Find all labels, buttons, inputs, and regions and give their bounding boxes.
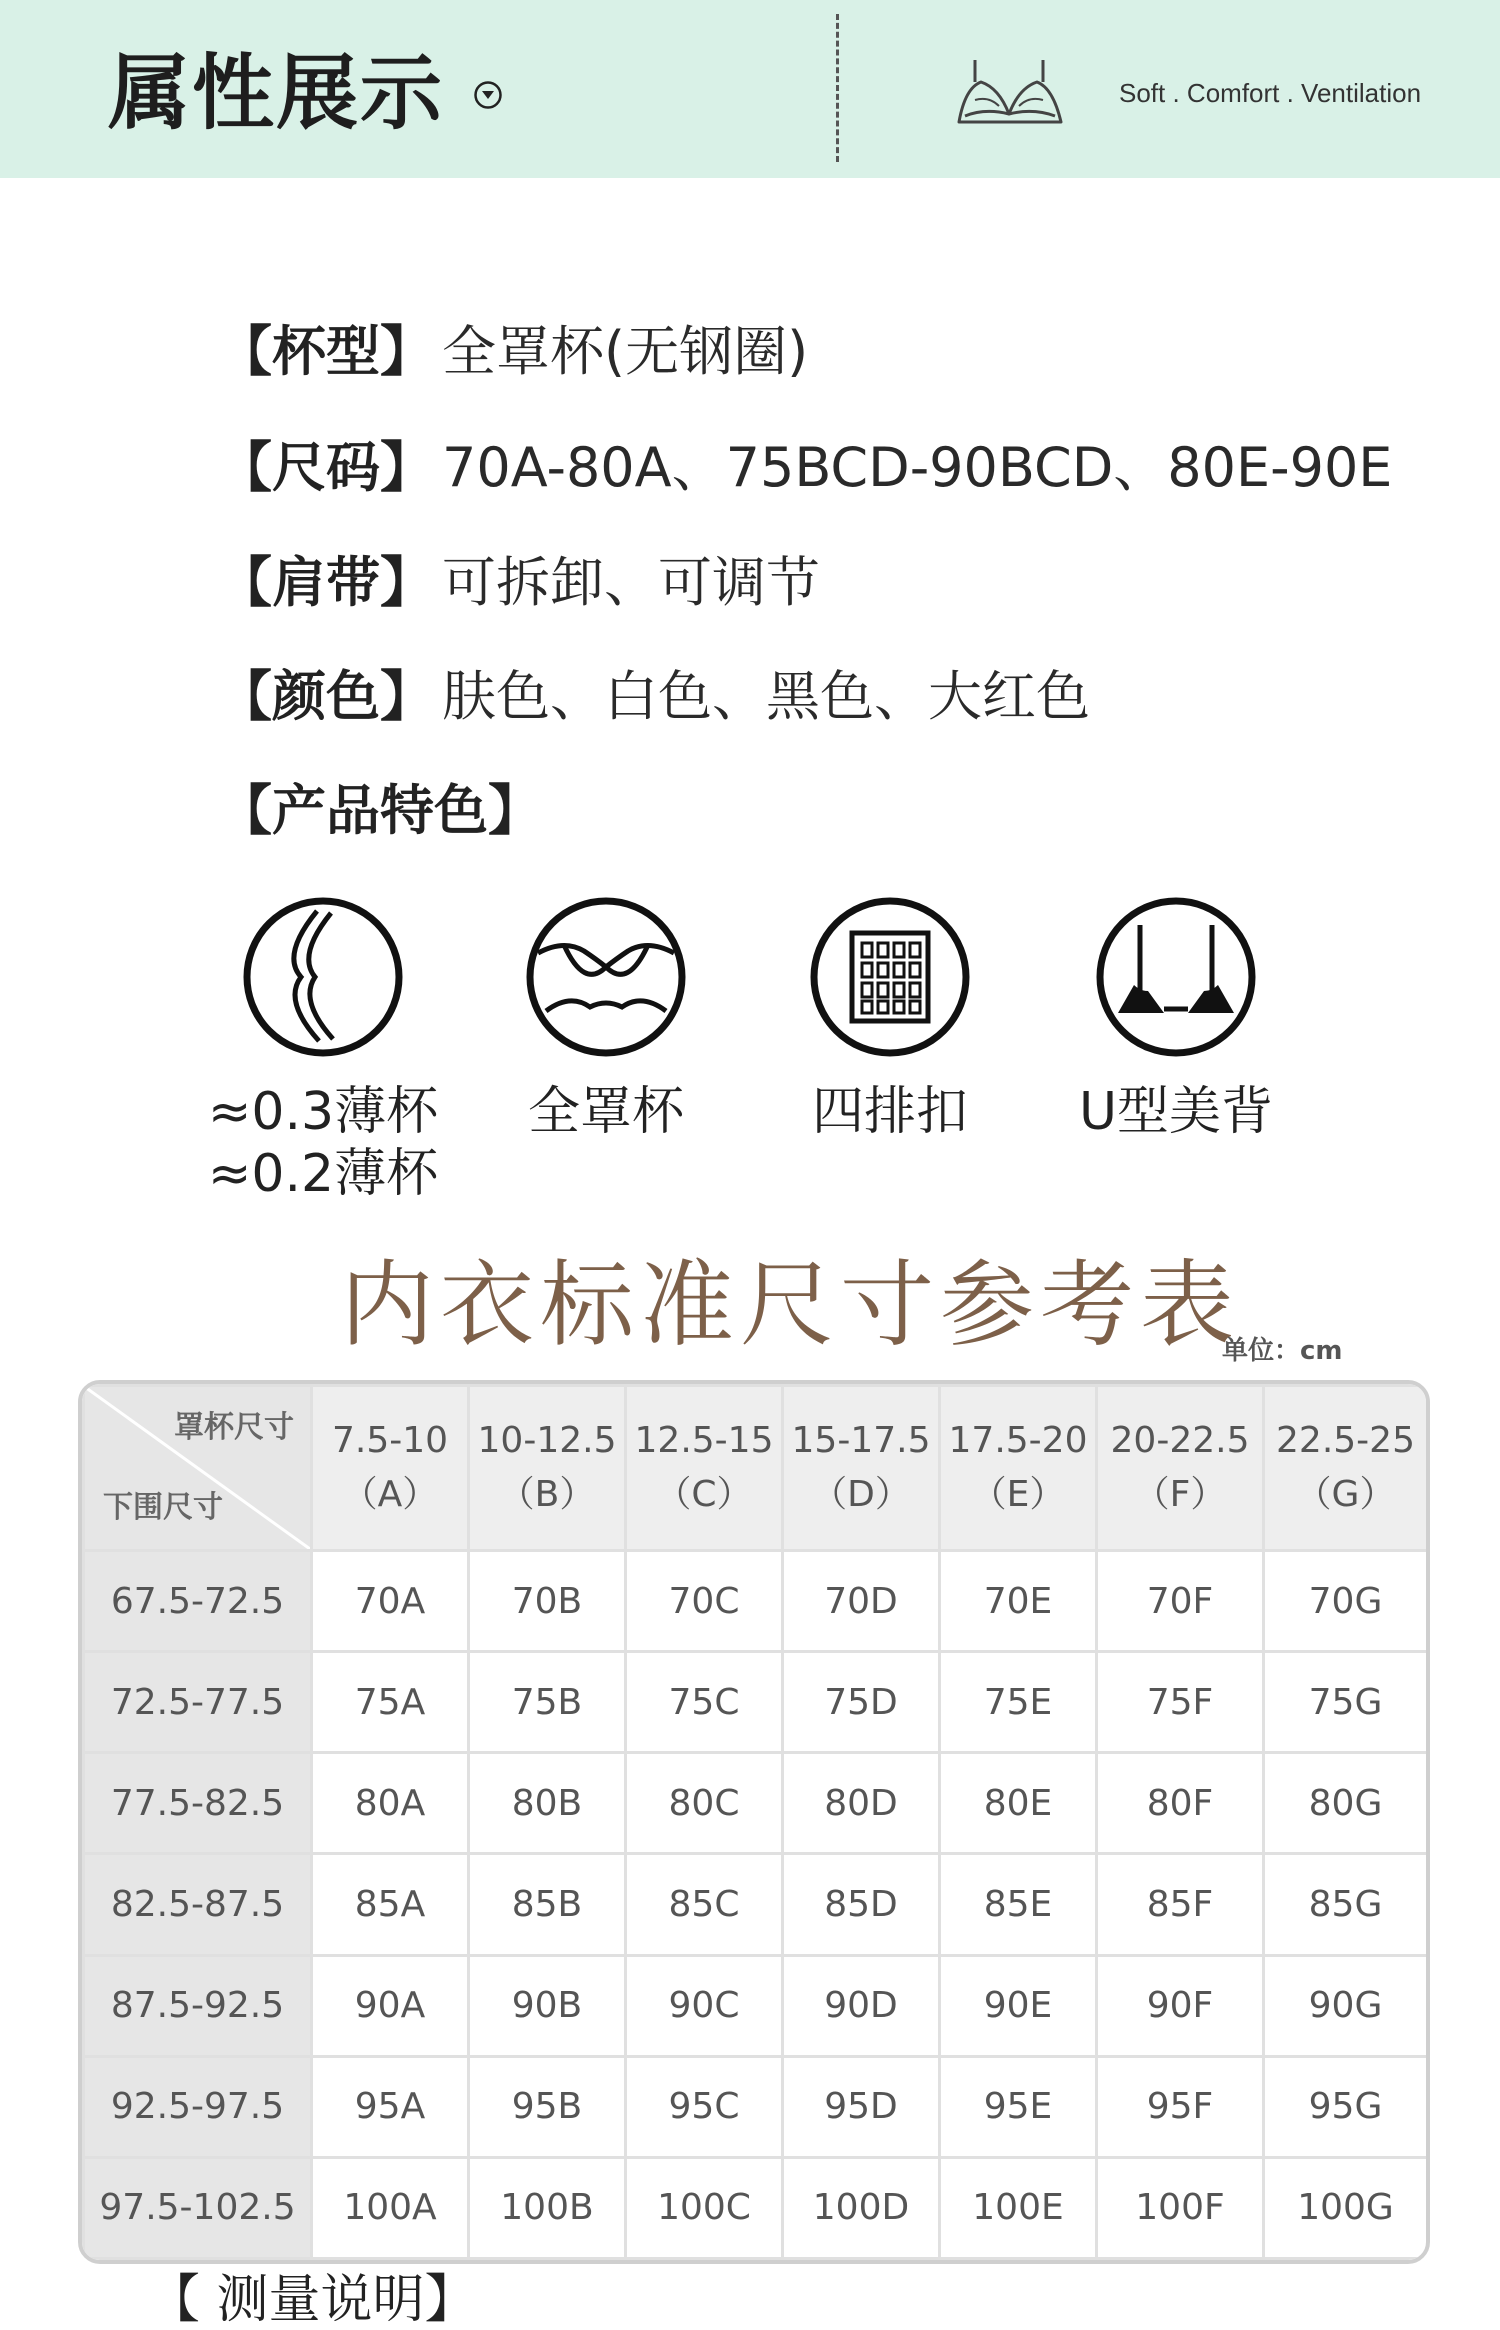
size-cell: 80A xyxy=(312,1753,469,1854)
size-cell: 100D xyxy=(783,2157,940,2258)
table-column-header xyxy=(626,1386,783,1551)
underbust-cell: 77.5-82.5 xyxy=(84,1753,312,1854)
table-column-header xyxy=(783,1386,940,1551)
feature-u-back xyxy=(1046,895,1306,1143)
size-cell: 90A xyxy=(312,1955,469,2056)
size-cell: 100C xyxy=(626,2157,783,2258)
unit-note: 单位：cm xyxy=(1222,1336,1343,1366)
measure-note: 【 测量说明】 xyxy=(148,2270,477,2330)
attribute-value: 全罩杯(无钢圈) xyxy=(442,320,809,383)
corner-label-underbust: 下围尺寸 xyxy=(103,1490,223,1525)
attribute-features xyxy=(218,771,550,851)
attribute-color xyxy=(218,657,1090,737)
size-cell: 85D xyxy=(783,1854,940,1955)
size-cell: 75B xyxy=(469,1652,626,1753)
size-cell: 90C xyxy=(626,1955,783,2056)
size-cell: 95A xyxy=(312,2056,469,2157)
table-column-header xyxy=(1097,1386,1264,1551)
size-cell: 95F xyxy=(1097,2056,1264,2157)
size-cell: 80F xyxy=(1097,1753,1264,1854)
feature-four-hook xyxy=(760,895,1020,1143)
table-row xyxy=(84,2056,1428,2157)
attribute-key: 【产品特色】 xyxy=(218,779,542,842)
size-cell: 100F xyxy=(1097,2157,1264,2258)
size-cell: 100A xyxy=(312,2157,469,2258)
column-range: 10-12.5 xyxy=(477,1420,617,1461)
table-row xyxy=(84,1652,1428,1753)
four-hook-icon xyxy=(808,895,972,1059)
column-range: 22.5-25 xyxy=(1276,1420,1415,1461)
column-cup: （A） xyxy=(341,1474,439,1515)
size-cell: 70B xyxy=(469,1551,626,1652)
underbust-cell: 87.5-92.5 xyxy=(84,1955,312,2056)
size-cell: 80E xyxy=(940,1753,1097,1854)
size-table xyxy=(78,1380,1430,2264)
attribute-value: 可拆卸、可调节 xyxy=(442,551,820,614)
column-range: 12.5-15 xyxy=(634,1420,774,1461)
size-cell: 90D xyxy=(783,1955,940,2056)
page-title: 属性展示 xyxy=(108,46,445,141)
corner-label-cup: 罩杯尺寸 xyxy=(174,1410,294,1445)
size-cell: 80G xyxy=(1264,1753,1428,1854)
underbust-cell: 92.5-97.5 xyxy=(84,2056,312,2157)
size-cell: 95E xyxy=(940,2056,1097,2157)
table-column-header xyxy=(940,1386,1097,1551)
size-cell: 85F xyxy=(1097,1854,1264,1955)
size-cell: 100B xyxy=(469,2157,626,2258)
size-cell: 80C xyxy=(626,1753,783,1854)
bra-outline-icon xyxy=(955,52,1065,132)
size-cell: 95C xyxy=(626,2056,783,2157)
feature-label: ≈0.3薄杯 xyxy=(207,1082,439,1142)
column-cup: （F） xyxy=(1133,1474,1227,1515)
size-cell: 70A xyxy=(312,1551,469,1652)
column-cup: （E） xyxy=(970,1474,1066,1515)
attribute-value: 70A-80A、75BCD-90BCD、80E-90E xyxy=(442,436,1393,499)
column-cup: （C） xyxy=(655,1474,753,1515)
column-cup: （D） xyxy=(811,1474,911,1515)
feature-label: ≈0.2薄杯 xyxy=(207,1144,439,1204)
table-header-row xyxy=(84,1386,1428,1551)
size-cell: 80B xyxy=(469,1753,626,1854)
feature-full-cup xyxy=(476,895,736,1143)
underbust-cell: 82.5-87.5 xyxy=(84,1854,312,1955)
table-row xyxy=(84,1753,1428,1854)
attribute-key: 【颜色】 xyxy=(218,665,434,728)
chevron-down-circle-icon xyxy=(473,80,503,110)
size-cell: 80D xyxy=(783,1753,940,1854)
feature-label: 四排扣 xyxy=(811,1082,968,1142)
attribute-key: 【尺码】 xyxy=(218,436,434,499)
size-cell: 75G xyxy=(1264,1652,1428,1753)
size-cell: 85B xyxy=(469,1854,626,1955)
size-cell: 95D xyxy=(783,2056,940,2157)
size-cell: 95G xyxy=(1264,2056,1428,2157)
size-cell: 70D xyxy=(783,1551,940,1652)
size-cell: 85E xyxy=(940,1854,1097,1955)
attribute-strap xyxy=(218,543,820,623)
column-range: 15-17.5 xyxy=(791,1420,931,1461)
size-cell: 75A xyxy=(312,1652,469,1753)
size-cell: 75E xyxy=(940,1652,1097,1753)
size-cell: 85A xyxy=(312,1854,469,1955)
underbust-cell: 72.5-77.5 xyxy=(84,1652,312,1753)
header-banner xyxy=(0,0,1500,178)
table-row xyxy=(84,1955,1428,2056)
header-slogan: Soft . Comfort . Ventilation xyxy=(1119,78,1422,108)
size-cell: 75D xyxy=(783,1652,940,1753)
size-cell: 95B xyxy=(469,2056,626,2157)
table-column-header xyxy=(312,1386,469,1551)
table-row xyxy=(84,2157,1428,2258)
u-back-icon xyxy=(1094,895,1258,1059)
attribute-key: 【肩带】 xyxy=(218,551,434,614)
size-cell: 90F xyxy=(1097,1955,1264,2056)
table-row xyxy=(84,1551,1428,1652)
size-cell: 90E xyxy=(940,1955,1097,2056)
header-divider xyxy=(836,14,839,162)
size-cell: 85C xyxy=(626,1854,783,1955)
size-cell: 100G xyxy=(1264,2157,1428,2258)
table-column-header xyxy=(1264,1386,1428,1551)
column-range: 17.5-20 xyxy=(948,1420,1088,1461)
attribute-cup-type xyxy=(218,312,808,392)
size-cell: 70F xyxy=(1097,1551,1264,1652)
full-cup-icon xyxy=(524,895,688,1059)
feature-label: 全罩杯 xyxy=(527,1082,684,1142)
column-cup: （G） xyxy=(1295,1474,1396,1515)
thin-cup-icon xyxy=(241,895,405,1059)
column-range: 20-22.5 xyxy=(1110,1420,1250,1461)
size-cell: 70G xyxy=(1264,1551,1428,1652)
size-cell: 75C xyxy=(626,1652,783,1753)
feature-thin-cup xyxy=(193,895,453,1205)
attribute-key: 【杯型】 xyxy=(218,320,434,383)
column-cup: （B） xyxy=(498,1474,596,1515)
size-cell: 100E xyxy=(940,2157,1097,2258)
size-cell: 75F xyxy=(1097,1652,1264,1753)
size-cell: 70C xyxy=(626,1551,783,1652)
table-row xyxy=(84,1854,1428,1955)
table-corner-cell xyxy=(84,1386,312,1551)
table-column-header xyxy=(469,1386,626,1551)
attribute-size xyxy=(218,428,1392,508)
underbust-cell: 67.5-72.5 xyxy=(84,1551,312,1652)
feature-label: U型美背 xyxy=(1078,1082,1274,1142)
size-cell: 90B xyxy=(469,1955,626,2056)
size-cell: 85G xyxy=(1264,1854,1428,1955)
column-range: 7.5-10 xyxy=(331,1420,449,1461)
attribute-value: 肤色、白色、黑色、大红色 xyxy=(442,665,1090,728)
size-table-title: 内衣标准尺寸参考表 xyxy=(340,1251,1241,1360)
size-cell: 70E xyxy=(940,1551,1097,1652)
size-cell: 90G xyxy=(1264,1955,1428,2056)
underbust-cell: 97.5-102.5 xyxy=(84,2157,312,2258)
